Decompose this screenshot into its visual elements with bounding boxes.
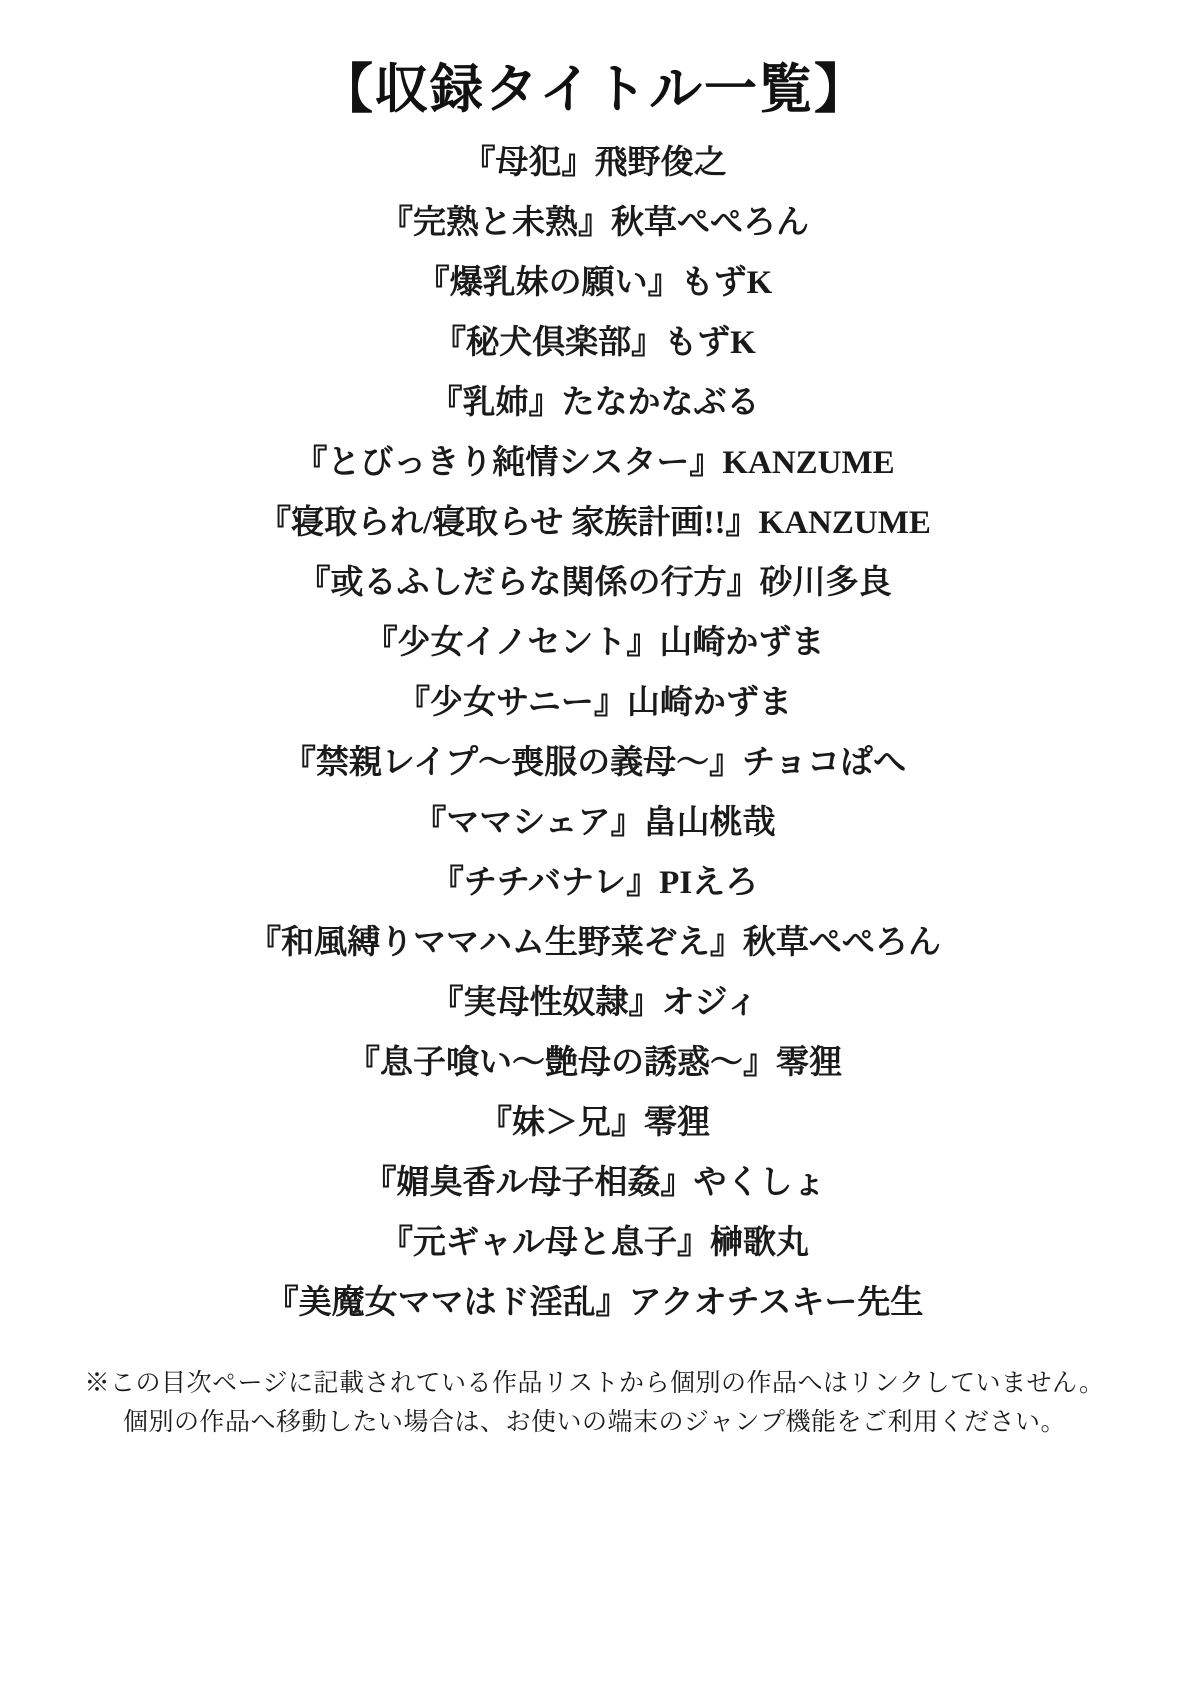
list-item: 『和風縛りママハム生野菜ぞえ』秋草ぺぺろん <box>248 924 941 961</box>
list-item: 『妹＞兄』零狸 <box>479 1104 710 1141</box>
list-item: 『元ギャル母と息子』榊歌丸 <box>380 1224 809 1261</box>
list-item: 『媚臭香ル母子相姦』やくしょ <box>363 1164 826 1201</box>
list-item: 『禁親レイプ〜喪服の義母〜』チョコぱへ <box>282 744 907 781</box>
list-item: 『或るふしだらな関係の行方』砂川多良 <box>297 564 892 601</box>
table-of-contents <box>60 144 1129 1347</box>
list-item: 『爆乳妹の願い』もずK <box>416 264 773 301</box>
list-item: 『美魔女ママはド淫乱』アクオチスキー先生 <box>265 1284 924 1321</box>
list-item: 『少女サニー』山崎かずま <box>397 684 792 721</box>
list-item: 『乳姉』たなかなぶる <box>429 384 760 421</box>
list-item: 『母犯』飛野俊之 <box>462 144 727 181</box>
note-line: ※この目次ページに記載されている作品リストから個別の作品へはリンクしていません。 <box>84 1369 1105 1397</box>
list-item: 『寝取られ/寝取らせ 家族計画!!』KANZUME <box>258 504 931 541</box>
footer-notes <box>60 1365 1129 1443</box>
list-item: 『秘犬倶楽部』もずK <box>433 324 756 361</box>
list-item: 『息子喰い〜艶母の誘惑〜』零狸 <box>347 1044 842 1081</box>
list-item: 『実母性奴隷』オジィ <box>430 984 759 1021</box>
note-line: 個別の作品へ移動したい場合は、お使いの端末のジャンプ機能をご利用ください。 <box>122 1408 1066 1436</box>
list-item: 『とびっきり純情シスター』KANZUME <box>294 444 895 481</box>
page-title: 【収録タイトル一覧】 <box>320 61 869 119</box>
list-item: 『チチバナレ』PIえろ <box>430 864 759 901</box>
list-item: 『少女イノセント』山崎かずま <box>364 624 825 661</box>
list-item: 『完熟と未熟』秋草ぺぺろん <box>380 204 809 241</box>
list-item: 『ママシェア』畠山桃哉 <box>413 804 776 841</box>
